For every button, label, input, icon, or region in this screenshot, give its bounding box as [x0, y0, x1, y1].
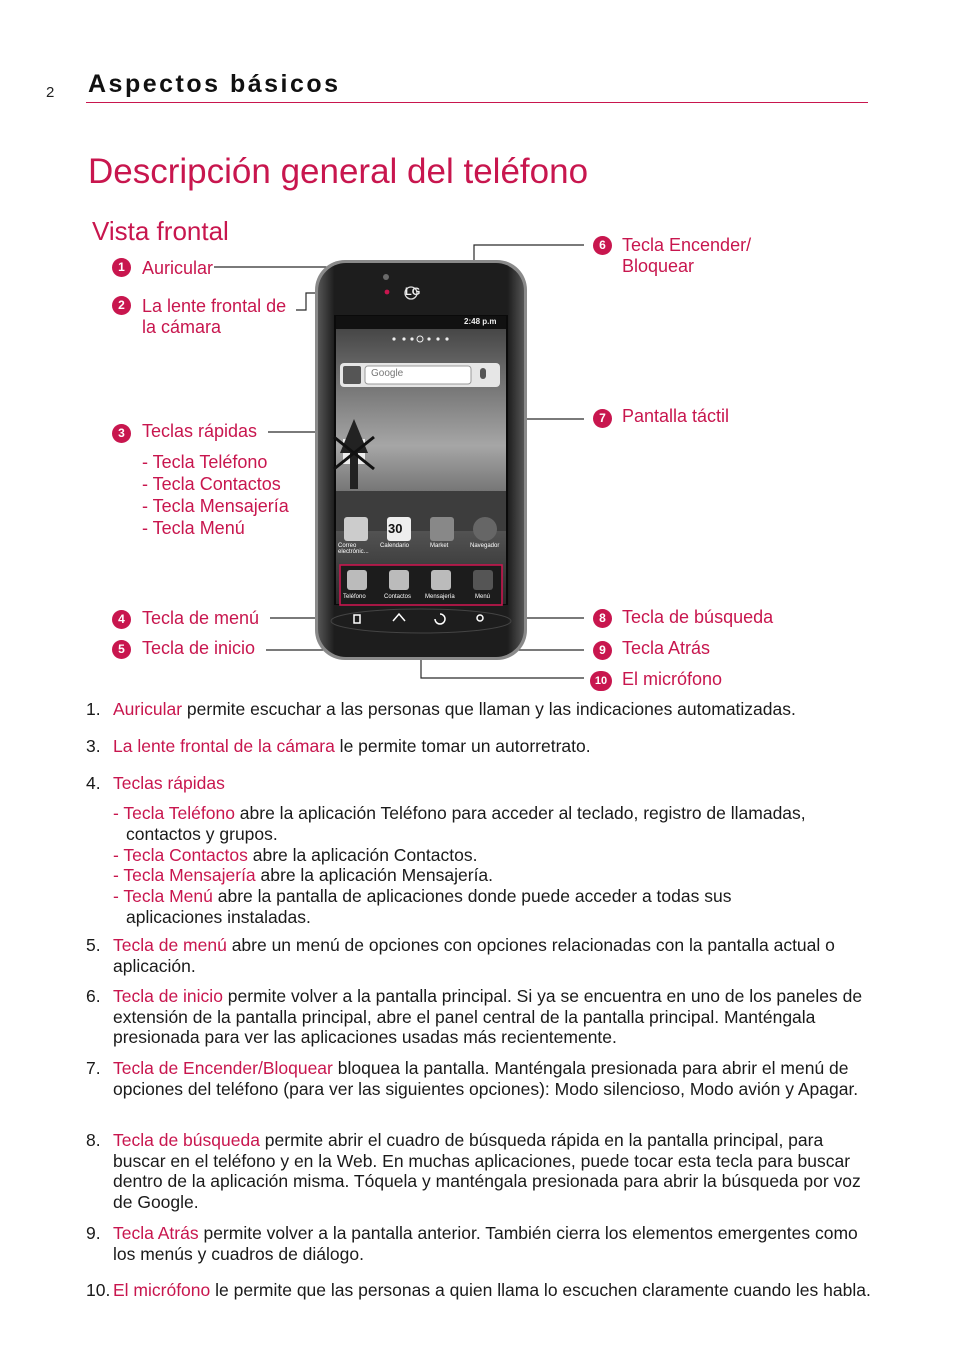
description-item: 6. Tecla de inicio permite volver a la pantalla principal. Si ya se encuentra en uno de los paneles de extensión de la pantalla principal, abre el panel central de la pantalla principal. Manténgala presionada para ver las aplicaciones usadas más recientemente.: [86, 986, 863, 1047]
description-text: le permite que las personas a quien llama lo escuchen claramente cuando les habla.: [210, 1280, 871, 1300]
callout-label-back-key: Tecla Atrás: [622, 638, 711, 658]
phone-brand-logo: LG: [405, 286, 421, 298]
phone-app-label: Calendario: [380, 543, 410, 549]
quick-key-item: - Tecla Mensajería: [142, 496, 289, 516]
callout-badge-4: 4: [112, 610, 131, 629]
description-item: 7. Tecla de Encender/Bloquear bloquea la pantalla. Manténgala presionada para abrir el menú de opciones del teléfono (para ver las siguientes opciones): Modo silencioso, Modo avión y Apagar.: [86, 1058, 859, 1099]
callout-label-power-l1: Tecla Encender/: [622, 235, 752, 255]
phone-app-label: Correo electrónic...: [338, 543, 369, 555]
callout-label-home-key: Tecla de inicio: [142, 638, 256, 658]
page-number: 2: [46, 84, 55, 101]
callout-badge-1: 1: [112, 258, 131, 277]
callout-badge-6: 6: [593, 236, 612, 255]
phone-dock-label: Mensajería: [425, 594, 455, 600]
callout-badge-2: 2: [112, 296, 131, 315]
section-title: Aspectos básicos: [88, 70, 341, 98]
description-item: 9. Tecla Atrás permite volver a la pantalla anterior. También cierra los elementos emergentes como los menús y cuadros de diálogo.: [86, 1223, 858, 1264]
description-item: 1. Auricular permite escuchar a las personas que llaman y las indicaciones automatizadas.: [86, 699, 796, 719]
description-item: 10. El micrófono le permite que las personas a quien llama lo escuchen claramente cuando les habla.: [86, 1280, 871, 1300]
description-term: Auricular: [113, 699, 183, 719]
description-text: bloquea la pantalla. Manténgala presionada para abrir el menú de opciones del teléfono (para ver las siguientes opciones): Modo silencioso, Modo avión y Apagar.: [113, 1058, 859, 1099]
phone-app-label: Market: [430, 543, 449, 549]
page-title: Descripción general del teléfono: [88, 152, 589, 191]
callout-label-front-camera-l1: La lente frontal de: [142, 296, 287, 316]
quick-key-description: - Tecla Contactos abre la aplicación Contactos.: [113, 845, 478, 865]
description-term: Tecla de menú: [113, 935, 227, 955]
callout-badge-10: 10: [590, 671, 612, 691]
callout-badge-7: 7: [593, 409, 612, 428]
description-term: Teclas rápidas: [113, 773, 225, 793]
quick-key-item: - Tecla Menú: [142, 518, 245, 538]
phone-search-widget: Google: [371, 368, 404, 379]
callout-badge-9: 9: [593, 641, 612, 660]
description-item: 4. Teclas rápidas: [86, 773, 225, 793]
phone-illustration: [314, 259, 528, 666]
description-term: El micrófono: [113, 1280, 211, 1300]
quick-key-description: - Tecla Teléfono abre la aplicación Teléfono para acceder al teclado, registro de llamadas, contactos y grupos.: [113, 803, 806, 844]
callout-label-microphone: El micrófono: [622, 669, 723, 689]
callout-label-quick-keys: Teclas rápidas: [142, 421, 258, 441]
description-text: permite escuchar a las personas que llaman y las indicaciones automatizadas.: [182, 699, 796, 719]
description-term: Tecla de Encender/Bloquear: [113, 1058, 333, 1078]
callout-label-search-key: Tecla de búsqueda: [622, 607, 774, 627]
description-text: permite volver a la pantalla anterior. También cierra los elementos emergentes como los menús y cuadros de diálogo.: [113, 1223, 858, 1264]
subtitle-front-view: Vista frontal: [92, 216, 229, 246]
callout-badge-8: 8: [593, 609, 612, 628]
description-term: Tecla de búsqueda: [113, 1130, 260, 1150]
phone-dock-label: Teléfono: [343, 594, 366, 600]
quick-key-item: - Tecla Teléfono: [142, 452, 268, 472]
phone-dock-label: Menú: [475, 594, 491, 600]
callout-badge-3: 3: [112, 424, 131, 443]
callout-label-auricular: Auricular: [142, 258, 214, 278]
callout-label-power-l2: Bloquear: [622, 256, 695, 276]
description-term: La lente frontal de la cámara: [113, 736, 335, 756]
callout-label-menu-key: Tecla de menú: [142, 608, 260, 628]
callout-badge-5: 5: [112, 640, 131, 659]
description-term: Tecla Atrás: [113, 1223, 199, 1243]
description-item: 5. Tecla de menú abre un menú de opciones con opciones relacionadas con la pantalla actual o aplicación.: [86, 935, 835, 976]
callout-label-touchscreen: Pantalla táctil: [622, 406, 730, 426]
quick-key-list: [142, 451, 289, 539]
description-text: le permite tomar un autorretrato.: [334, 736, 591, 756]
description-item: 3. La lente frontal de la cámara le permite tomar un autorretrato.: [86, 736, 591, 756]
quick-key-description: - Tecla Mensajería abre la aplicación Mensajería.: [113, 865, 494, 885]
phone-dock-label: Contactos: [384, 594, 412, 600]
description-text: permite abrir el cuadro de búsqueda rápida en la pantalla principal, para buscar en el teléfono y en la Web. En muchas aplicaciones, puede tocar esta tecla para buscar dentro de la aplicación misma. Tóquela y manténgala presionada para abrir la búsqueda por voz de Google.: [113, 1130, 861, 1212]
phone-calendar-day: 30: [388, 521, 403, 536]
callout-label-front-camera-l2: la cámara: [142, 317, 222, 337]
description-item: 8. Tecla de búsqueda permite abrir el cuadro de búsqueda rápida en la pantalla principal, para buscar en el teléfono y en la Web. En muchas aplicaciones, puede tocar esta tecla para buscar dentro de la aplicación misma. Tóquela y manténgala presionada para abrir la búsqueda por voz de Google.: [86, 1130, 861, 1212]
quick-key-item: - Tecla Contactos: [142, 474, 281, 494]
description-text: abre un menú de opciones con opciones relacionadas con la pantalla actual o aplicación.: [113, 935, 835, 976]
quick-key-description: - Tecla Menú abre la pantalla de aplicaciones donde puede acceder a todas sus aplicaciones instaladas.: [113, 886, 732, 927]
phone-app-label: Navegador: [470, 543, 500, 549]
description-term: Tecla de inicio: [113, 986, 223, 1006]
phone-status-time: 2:48 p.m: [464, 317, 497, 326]
description-text: permite volver a la pantalla principal. Si ya se encuentra en uno de los paneles de extensión de la pantalla principal, abre el panel central de la pantalla principal. Manténgala presionada para ver las aplicaciones usadas más recientemente.: [113, 986, 863, 1047]
